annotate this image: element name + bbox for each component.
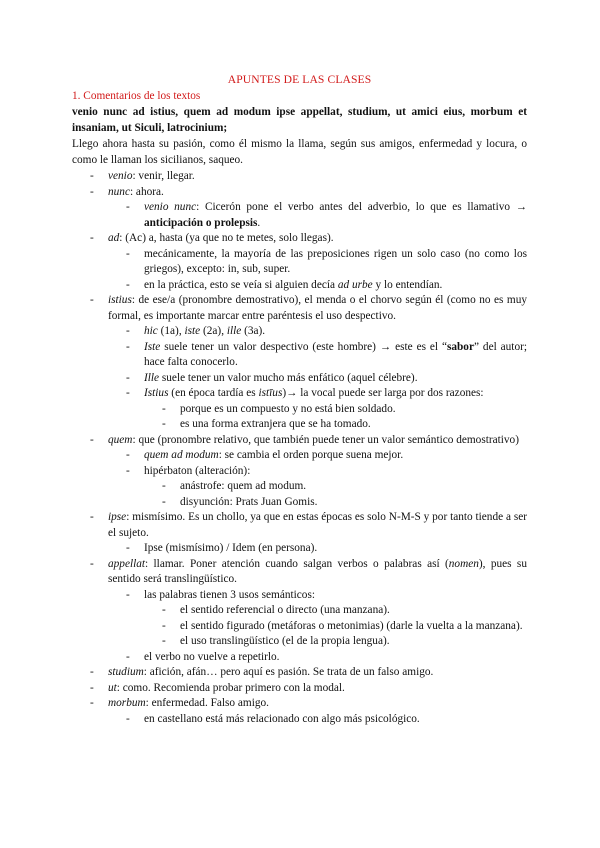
list-item: - disyunción: Prats Juan Gomis.	[144, 495, 527, 511]
term: morbum	[108, 697, 146, 709]
sublist	[144, 402, 527, 433]
term: Istius	[144, 387, 169, 399]
list-item: - el sentido referencial o directo (una manzana).	[144, 603, 527, 619]
list-item-quem	[72, 433, 527, 511]
text: )→ la vocal puede ser larga por dos razones:	[282, 387, 484, 399]
page-title: APUNTES DE LAS CLASES	[227, 73, 372, 86]
sublist	[108, 588, 527, 666]
bold-text: sabor	[446, 340, 474, 353]
document-content	[72, 72, 527, 727]
term: venio nunc	[144, 201, 197, 213]
term: Iste	[144, 340, 161, 353]
text: : se cambia el orden porque suena mejor.	[218, 449, 404, 461]
sublist	[144, 603, 527, 650]
list-item	[108, 200, 527, 231]
definition: : de ese/a (pronombre demostrativo), el menda o el chorvo según él (como no es muy formal, es importante marcar entre paréntesis el uso despectivo.	[108, 294, 527, 322]
list-item-studium	[72, 665, 527, 681]
latin-text: venio nunc ad istius, quem ad modum ipse appellat, studium, ut amici eius, morbum et insaniam, ut Siculi, latrocinium;	[72, 106, 527, 134]
list-item: - mecánicamente, la mayoría de las preposiciones rigen un solo caso (no como los griegos), excepto: in, sub, super.	[108, 247, 527, 278]
list-item: - en castellano está más relacionado con algo más psicológico.	[108, 712, 527, 728]
list-item-morbum	[72, 696, 527, 727]
list-item	[108, 340, 527, 371]
sublist	[108, 247, 527, 294]
term: ad	[108, 232, 120, 244]
list-item-appellat	[72, 557, 527, 666]
definition: : mismísimo. Es un chollo, ya que en estas épocas es solo N-M-S y por tanto tiende a ser el sujeto.	[108, 511, 527, 539]
term: studium	[108, 666, 144, 678]
sublist	[108, 324, 527, 433]
term: istius	[108, 294, 132, 306]
list-item-nunc	[72, 185, 527, 232]
list-item: - el sentido figurado (metáforas o metonimias) (darle la vuelta a la manzana).	[144, 619, 527, 635]
term: ad urbe	[337, 278, 373, 291]
list-item: - porque es un compuesto y no está bien soldado.	[144, 402, 527, 418]
translation-paragraph: Llego ahora hasta su pasión, como él mismo la llama, según sus amigos, enfermedad y locura, o como le llaman los sicilianos, saqueo.	[72, 138, 527, 166]
text: las palabras tienen 3 usos semánticos:	[144, 588, 315, 601]
list-item: - Ipse (mismísimo) / Idem (en persona).	[108, 541, 527, 557]
definition: : afición, afán… pero aquí es pasión. Se trata de un falso amigo.	[143, 666, 434, 678]
definition: : (Ac) a, hasta (ya que no te metes, solo llegas).	[119, 232, 334, 244]
text: suele tener un valor mucho más enfático (aquel célebre).	[159, 371, 418, 384]
text: : Cicerón pone el verbo antes del adverbio, lo que es llamativo →	[196, 201, 527, 213]
sublist	[108, 200, 527, 231]
section-heading: 1. Comentarios de los textos	[72, 89, 201, 102]
sublist	[108, 541, 527, 557]
text: (2a),	[200, 325, 227, 337]
text: ” del autor; hace falta conocerlo.	[144, 340, 527, 368]
term: ut	[108, 681, 117, 694]
list-item-istius	[72, 293, 527, 433]
text: (1a),	[157, 325, 185, 337]
list-item: - el uso translingüístico (el de la propia lengua).	[144, 634, 527, 650]
bold-text: anticipación o prolepsis	[144, 216, 258, 229]
definition: : enfermedad. Falso amigo.	[145, 697, 269, 709]
list-item-ut	[72, 681, 527, 697]
term: nunc	[108, 185, 130, 198]
vocabulary-list	[72, 169, 527, 727]
term: istīus	[258, 387, 283, 399]
list-item-ipse	[72, 510, 527, 557]
sublist	[108, 448, 527, 510]
list-item	[108, 464, 527, 511]
definition: : venir, llegar.	[132, 170, 195, 182]
text: .	[257, 216, 261, 229]
list-item-venio	[72, 169, 527, 185]
term: iste	[184, 325, 201, 337]
list-item	[108, 588, 527, 650]
list-item	[108, 324, 527, 340]
term: Ille	[144, 371, 160, 384]
definition: : que (pronombre relativo, que también puede tener un valor semántico demostrativo)	[132, 433, 519, 446]
term: hic	[144, 325, 158, 337]
term: ipse	[108, 511, 127, 523]
text: hipérbaton (alteración):	[144, 464, 251, 477]
list-item	[108, 278, 527, 294]
list-item: - anástrofe: quem ad modum.	[144, 479, 527, 495]
list-item	[108, 448, 527, 464]
term: venio	[108, 170, 133, 182]
definition: : llamar. Poner atención cuando salgan verbos o palabras así (	[145, 557, 449, 570]
definition: : como. Recomienda probar primero con la modal.	[116, 681, 345, 694]
sublist	[144, 479, 527, 510]
term: ille	[226, 325, 242, 337]
text: (en época tardía es	[168, 387, 259, 399]
sublist	[108, 712, 527, 728]
text: en la práctica, esto se veía si alguien decía	[144, 278, 338, 291]
list-item: - el verbo no vuelve a repetirlo.	[108, 650, 527, 666]
text: (3a).	[241, 325, 266, 337]
term: appellat	[108, 557, 146, 570]
list-item	[108, 386, 527, 433]
text: suele tener un valor despectivo (este hombre) → este es el “	[160, 340, 447, 353]
term: quem ad modum	[144, 449, 219, 461]
list-item-ad	[72, 231, 527, 293]
text: y lo entendían.	[372, 278, 443, 291]
list-item: - es una forma extranjera que se ha tomado.	[144, 417, 527, 433]
definition: : ahora.	[129, 185, 164, 198]
term: nomen	[448, 557, 479, 570]
term: quem	[108, 433, 133, 446]
definition: ), pues su sentido será translingüístico.	[108, 557, 527, 585]
list-item	[108, 371, 527, 387]
